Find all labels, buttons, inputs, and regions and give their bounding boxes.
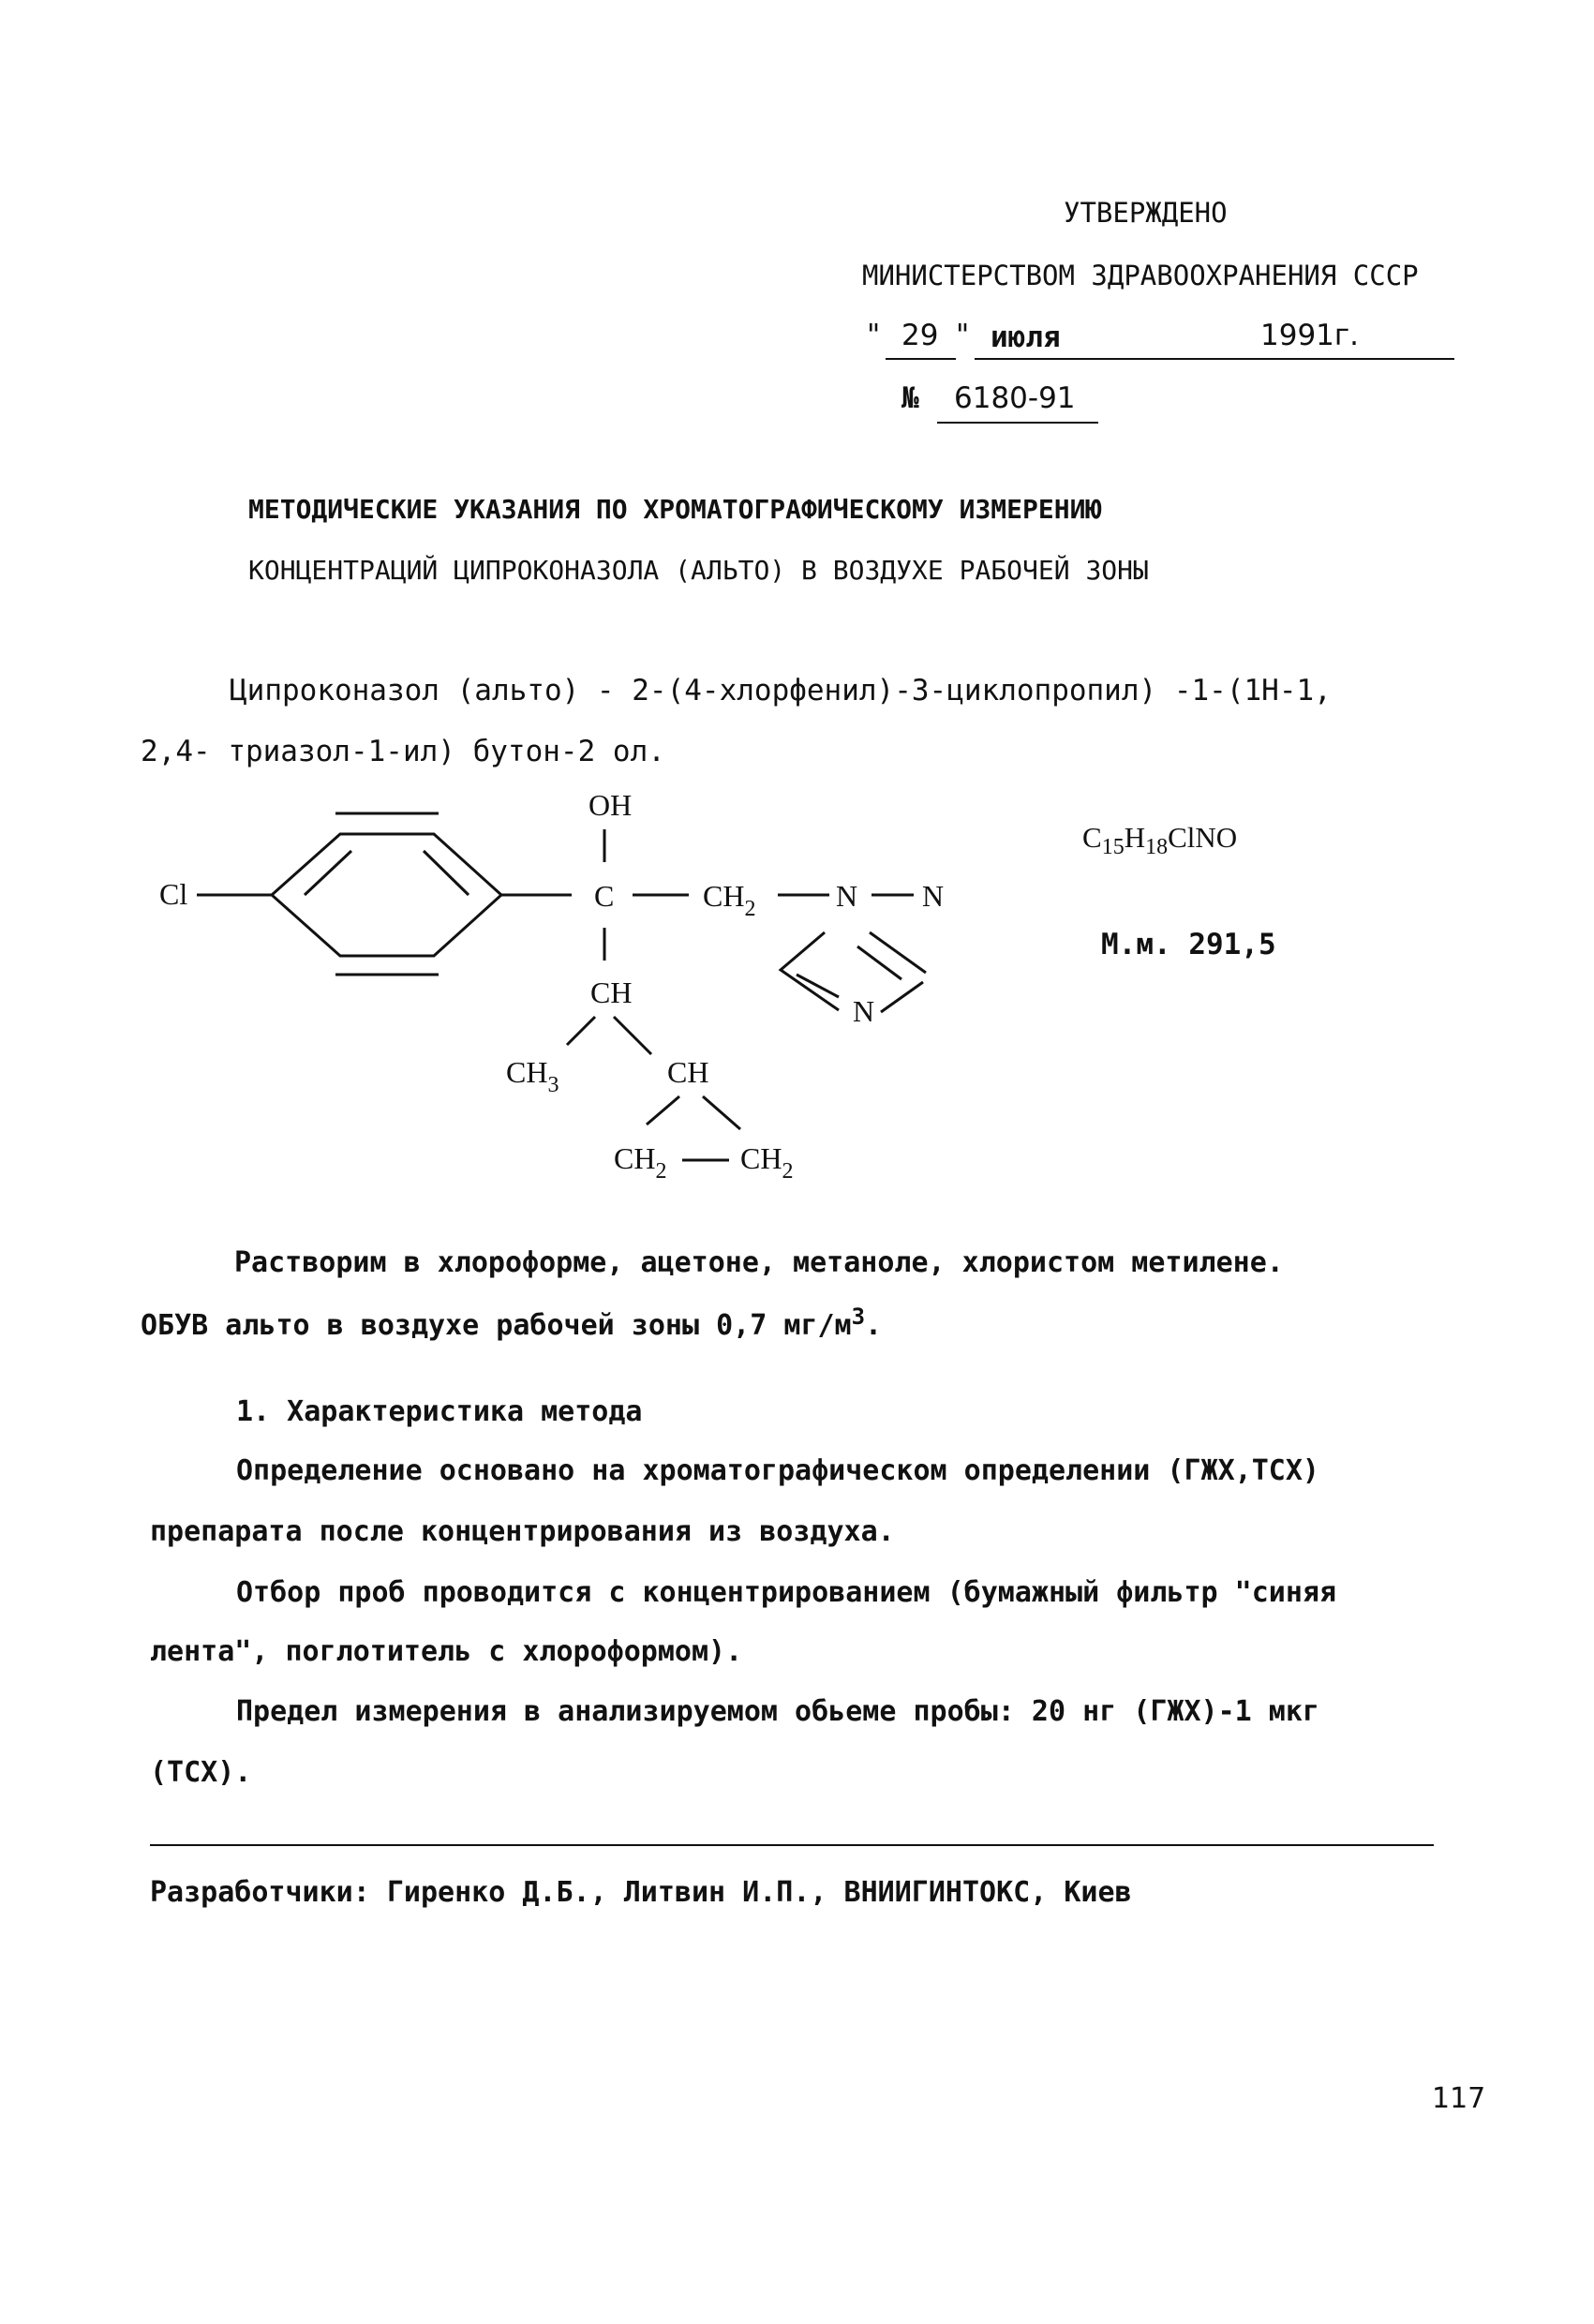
page-number: 117: [1432, 2082, 1486, 2115]
approval-number: 6180-91: [954, 381, 1076, 415]
approval-date-close-quote: ": [956, 319, 970, 352]
approval-number-sign: №: [901, 381, 919, 415]
ch2-left-label: $CH_2$: [614, 1141, 667, 1184]
oh-label: OH: [588, 788, 633, 822]
c-label: C: [594, 879, 615, 913]
triazole-ring-bottom: [881, 982, 923, 1012]
section-1-p1-line-2: препарата после концентрирования из воздуха.: [150, 1515, 895, 1548]
solubility-line-1: Растворим в хлороформе, ацетоне, метаноле, хлористом метилене.: [234, 1246, 1284, 1279]
n2-label: N: [922, 879, 945, 913]
title-line-2: КОНЦЕНТРАЦИЙ ЦИПРОКОНАЗОЛА (АЛЬТО) В ВОЗДУХЕ РАБОЧЕЙ ЗОНЫ: [248, 555, 1149, 586]
ch-b-label: CH: [667, 1055, 709, 1089]
approval-date-open-quote: ": [867, 319, 881, 352]
footer-divider: [150, 1844, 1434, 1846]
molecular-weight: М.м. 291,5: [1101, 928, 1276, 961]
triazole-ring-left: [781, 932, 839, 1010]
approval-number-underline: [937, 422, 1098, 424]
cl-label: Cl: [159, 877, 188, 911]
section-1-p3-line-1: Предел измерения в анализируемом обьеме пробы: 20 нг (ГЖХ)-1 мкг: [236, 1695, 1319, 1728]
ch-label: CH: [590, 976, 633, 1009]
section-1-p3-line-2: (ТСХ).: [150, 1756, 252, 1789]
n3-label: N: [853, 994, 875, 1028]
ch2-right-label: $CH_2$: [740, 1141, 794, 1184]
approval-approved: УТВЕРЖДЕНО: [1064, 197, 1228, 229]
bond-ch-ch3: [567, 1017, 595, 1045]
molecular-formula: $C_{15}H_{18}ClNO$: [1082, 821, 1238, 860]
approval-date-underline: [975, 358, 1454, 360]
title-line-1: МЕТОДИЧЕСКИЕ УКАЗАНИЯ ПО ХРОМАТОГРАФИЧЕСКОМУ ИЗМЕРЕНИЮ: [248, 494, 1102, 525]
intro-line-2: 2,4- триазол-1-ил) бутон-2 ол.: [141, 735, 665, 768]
triazole-ring-right: [870, 932, 926, 973]
bond-chb-ch2-left: [647, 1096, 679, 1125]
section-1-p1-line-1: Определение основано на хроматографическом определении (ГЖХ,ТСХ): [236, 1454, 1319, 1487]
approval-day: 29: [901, 319, 939, 352]
developers: Разработчики: Гиренко Д.Б., Литвин И.П., ВНИИГИНТОКС, Киев: [150, 1876, 1132, 1909]
section-1-p2-line-1: Отбор проб проводится с концентрированием (бумажный фильтр "синяя: [236, 1576, 1336, 1609]
ch2-label: $CH_2$: [703, 879, 756, 921]
bond-ch-chb: [614, 1017, 651, 1054]
approval-year: 1991г.: [1260, 319, 1360, 352]
ring-double-bond-left: [305, 851, 351, 895]
section-1-p2-line-2: лента", поглотитель с хлороформом).: [150, 1635, 743, 1668]
approval-day-underline: [886, 358, 956, 360]
ch3-label: $CH_3$: [506, 1055, 559, 1097]
bond-chb-ch2-right: [703, 1096, 740, 1129]
structural-formula: [141, 787, 984, 1199]
intro-line-1: Ципроконазол (альто) - 2-(4-хлорфенил)-3-циклопропил) -1-(1Н-1,: [230, 674, 1332, 708]
n1-label: N: [836, 879, 858, 913]
solubility-line-2: ОБУВ альто в воздухе рабочей зоны 0,7 $мг/м^3$.: [141, 1304, 883, 1342]
approval-month: июля: [991, 320, 1061, 354]
section-1-heading: 1. Характеристика метода: [236, 1395, 643, 1428]
approval-ministry: МИНИСТЕРСТВОМ ЗДРАВООХРАНЕНИЯ СССР: [862, 260, 1419, 291]
